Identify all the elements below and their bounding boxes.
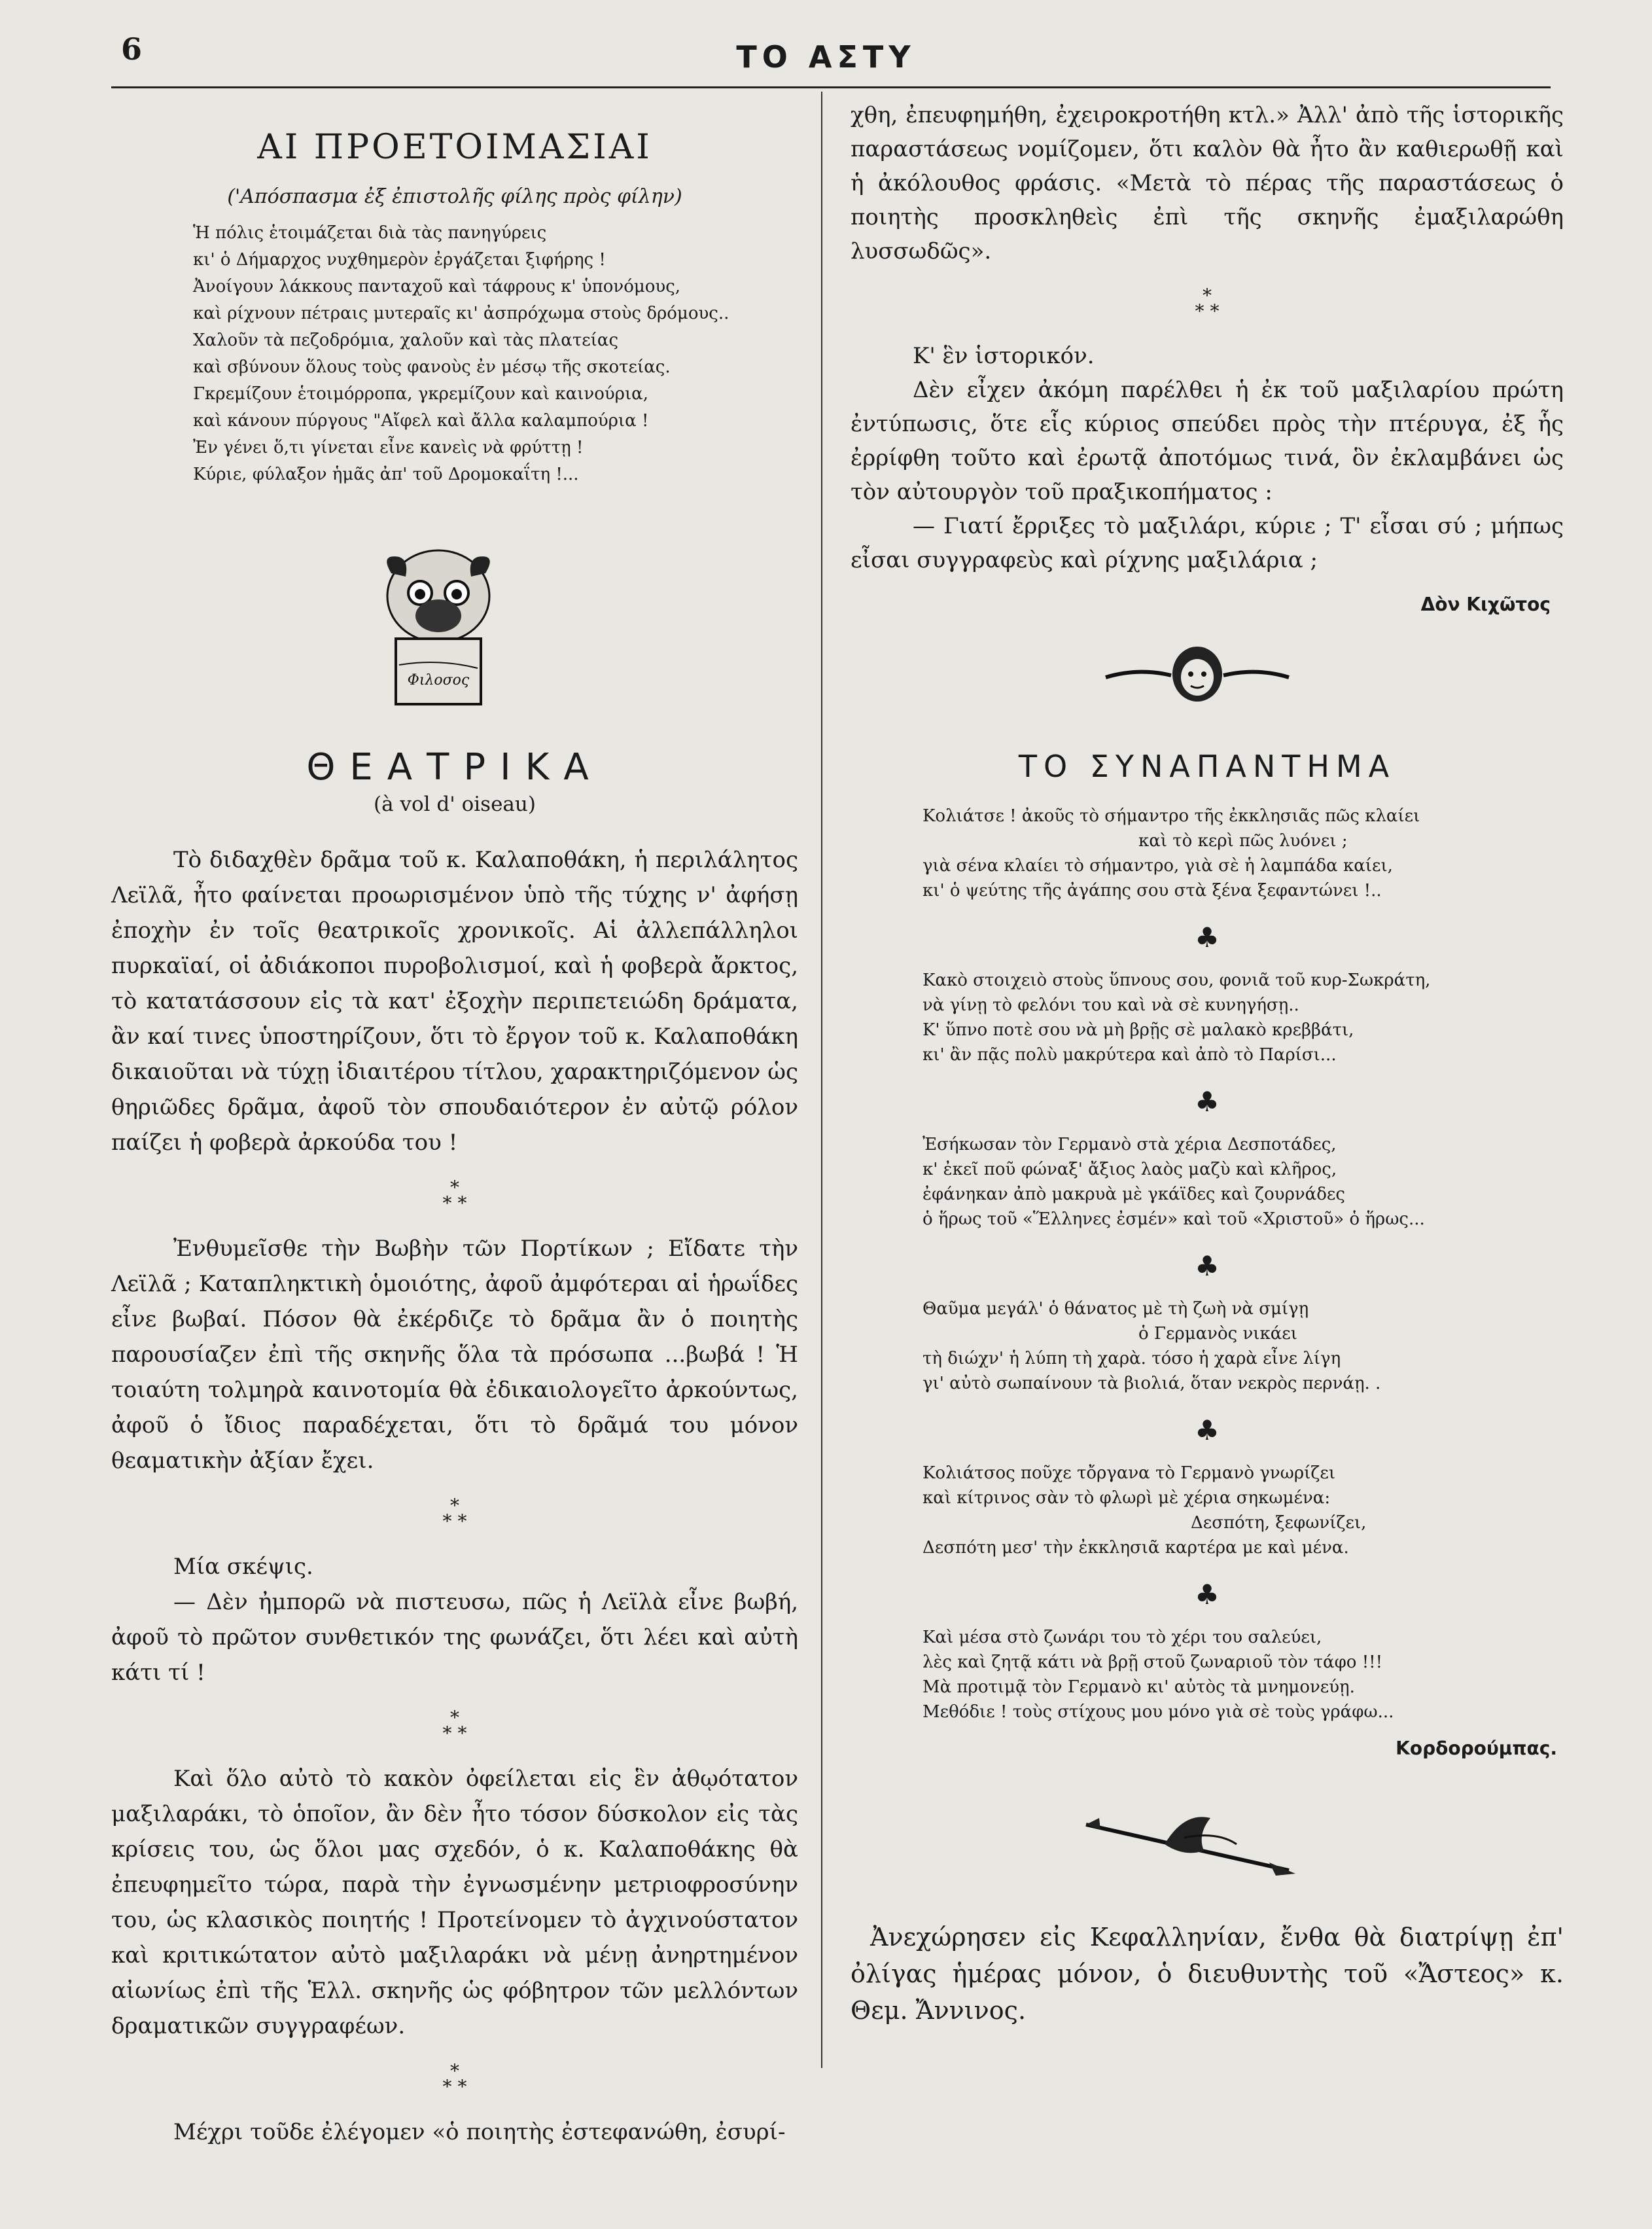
verse-line: ἐφάνηκαν ἀπὸ μακρυὰ μὲ γκάϊδες καὶ ζουρνάδες bbox=[923, 1185, 1345, 1204]
poem-line: καὶ ρίχνουν πέτραις μυτεραῖς κι' ἀσπρόχωμα στοὺς δρόμους.. bbox=[193, 304, 729, 323]
verse-line: Ἐσήκωσαν τὸν Γερμανὸ στὰ χέρια Δεσποτάδες, bbox=[923, 1135, 1337, 1154]
mask-ornament bbox=[1099, 641, 1295, 707]
paragraph: Κ' ἓν ἱστορικόν. bbox=[913, 343, 1095, 369]
stanza bbox=[851, 1625, 1564, 1724]
poem-line: Ἡ πόλις ἑτοιμάζεται διὰ τὰς πανηγύρεις bbox=[193, 223, 547, 243]
verse-line: Δεσπότη μεσ' τὴν ἐκκλησιᾶ καρτέρα με καὶ μένα. bbox=[923, 1538, 1349, 1558]
verse-line: τὴ διώχν' ἡ λύπη τὴ χαρὰ. τόσο ἡ χαρὰ εἶνε λίγη bbox=[923, 1349, 1341, 1368]
verse-line: Κ' ὕπνο ποτὲ σου νὰ μὴ βρῇς σὲ μαλακὸ κρεββάτι, bbox=[923, 1020, 1354, 1040]
asterism: * * * bbox=[1195, 285, 1220, 322]
paragraph: Καὶ ὅλο αὐτὸ τὸ κακὸν ὀφείλεται εἰς ἓν ἀθῳότατον μαξιλαράκι, τὸ ὁποῖον, ἂν δὲν ἦτο τόσον δύσκολον εἰς τὰς κρίσεις του, ὡς ὅλοι μας σχεδόν, ὁ κ. Καλαποθάκης θὰ ἐπευφημεῖτο τώρα, παρὰ τὴν ἐγνωσμένην μετριοφροσύνην του, ὡς κλασικὸς ποιητής ! Προτείνομεν τὸ ἀγχινούστατον καὶ κριτικώτατον αὐτὸ μαξιλαράκι νὰ μένῃ ἀνηρτημένον αἰωνίως ἐπὶ τῆς Ἑλλ. σκηνῆς ὡς φόβητρον τῶν μελλόντων δραματικῶν συγγραφέων. bbox=[111, 1766, 798, 2039]
club-ornament: ♣ bbox=[1195, 1578, 1220, 1611]
continuation-text bbox=[851, 98, 1564, 577]
poem-line: καὶ κάνουν πύργους "Αἴφελ καὶ ἄλλα καλαμπούρια ! bbox=[193, 411, 649, 431]
verse-line: καὶ κίτρινος σὰν τὸ φλωρὶ μὲ χέρια σηκωμένα: bbox=[923, 1488, 1331, 1508]
paragraph: Ἐνθυμεῖσθε τὴν Βωβὴν τῶν Πορτίκων ; Εἴδατε τὴν Λεϊλᾶ ; Καταπληκτικὴ ὁμοιότης, ἀφοῦ ἀμφότεραι αἱ ἡρωΐδες εἶνε βωβαί. Πόσον θὰ ἐκέρδιζε τὸ δρᾶμα ἂν ὁ ποιητὴς παρουσίαζεν ἐπὶ τῆς σκηνῆς ὅλα τὰ πρόσωπα ...βωβά ! Ἡ τοιαύτη τολμηρὰ καινοτομία θὰ ἐδικαιολογεῖτο ἀρκούντως, ἀφοῦ ὁ ἴδιος παραδέχεται, ὅτι τὸ δρᾶμά του μόνον θεαματικὴν ἀξίαν ἔχει. bbox=[111, 1236, 798, 1474]
poem-line: Ἐν γένει ὅ,τι γίνεται εἶνε κανεὶς νὰ φρύττῃ ! bbox=[193, 438, 584, 457]
poem-line: Χαλοῦν τὰ πεζοδρόμια, χαλοῦν καὶ τὰς πλατείας bbox=[193, 330, 618, 350]
poem-line: κι' ὁ Δήμαρχος νυχθημερὸν ἐργάζεται ξιφήρης ! bbox=[193, 250, 606, 270]
verse-line: Μὰ προτιμᾷ τὸν Γερμανὸ κι' αὐτὸς τὰ μνημονεύῃ. bbox=[923, 1677, 1355, 1697]
verse-line: ὁ Γερμανὸς νικάει bbox=[1138, 1324, 1297, 1344]
signature: Δὸν Κιχῶτος bbox=[1420, 594, 1551, 615]
paragraph: χθη, ἐπευφημήθη, ἐχειροκροτήθη κτλ.» Ἀλλ' ἀπὸ τῆς ἱστορικῆς παραστάσεως νομίζομεν, ὅτι καλὸν θὰ ἦτο ἂν καθιερωθῇ καὶ ἡ ἀκόλουθος φράσις. «Μετὰ τὸ πέρας τῆς παραστάσεως ὁ ποιητὴς προσκληθεὶς ἐπὶ τῆς σκηνῆς ἐμαξιλαρώθη λυσσωδῶς». bbox=[851, 102, 1564, 264]
column-divider bbox=[821, 92, 822, 2068]
stanza bbox=[851, 1461, 1564, 1560]
verse-line: κ' ἐκεῖ ποῦ φώναξ' ἄξιος λαὸς μαζὺ καὶ κλῆρος, bbox=[923, 1160, 1337, 1179]
club-ornament: ♣ bbox=[1195, 1086, 1220, 1118]
asterism: * * * bbox=[442, 1495, 467, 1532]
verse-line: Θαῦμα μεγάλ' ὁ θάνατος μὲ τὴ ζωὴ νὰ σμίγῃ bbox=[923, 1299, 1309, 1319]
theatrika-subtitle: (à vol d' oiseau) bbox=[374, 793, 536, 816]
stamp-label: Φιλοσος bbox=[407, 672, 470, 688]
theatrika-body bbox=[111, 842, 798, 2150]
stanza bbox=[851, 1296, 1564, 1396]
verse-line: κι' ὁ ψεύτης τῆς ἀγάπης σου στὰ ξένα ξεφαντώνει !.. bbox=[923, 881, 1382, 901]
verse-line: Δεσπότη, ξεφωνίζει, bbox=[1191, 1513, 1367, 1533]
verse-line: καὶ τὸ κερὶ πῶς λυόνει ; bbox=[1138, 831, 1348, 851]
paragraph: — Δὲν ἠμπορῶ νὰ πιστευσω, πῶς ἡ Λεϊλὰ εἶνε βωβή, ἀφοῦ τὸ πρῶτον συνθετικόν της φωνάζει, ὅτι λέει καὶ αὐτὴ κάτι τί ! bbox=[111, 1589, 798, 1686]
page-number: 6 bbox=[121, 31, 143, 67]
verse-line: γιὰ σένα κλαίει τὸ σήμαντρο, γιὰ σὲ ἡ λαμπάδα καίει, bbox=[923, 856, 1393, 876]
verse-line: Κακὸ στοιχειὸ στοὺς ὕπνους σου, φονιᾶ τοῦ κυρ-Σωκράτη, bbox=[923, 971, 1431, 990]
asterism: * * * bbox=[442, 2060, 467, 2097]
bird-quill-ornament bbox=[1073, 1798, 1309, 1890]
paragraph: Μία σκέψις. bbox=[173, 1554, 313, 1580]
stanza bbox=[851, 1132, 1564, 1232]
verse-line: Μεθόδιε ! τοὺς στίχους μου μόνο γιὰ σὲ τοὺς γράφω... bbox=[923, 1702, 1394, 1722]
announcement: Ἀνεχώρησεν εἰς Κεφαλληνίαν, ἔνθα θὰ διατρίψῃ ἐπ' ὀλίγας ἡμέρας μόνον, ὁ διευθυντὴς τοῦ «Ἄστεος» κ. Θεμ. Ἄννινος. bbox=[851, 1923, 1564, 2025]
masthead: ΤΟ ΑΣΤΥ bbox=[736, 39, 916, 75]
verse-line: Καὶ μέσα στὸ ζωνάρι του τὸ χέρι του σαλεύει, bbox=[923, 1628, 1322, 1647]
verse-line: λὲς καὶ ζητᾷ κάτι νὰ βρῇ στοῦ ζωναριοῦ τὸν τάφο !!! bbox=[923, 1652, 1383, 1672]
left-column bbox=[111, 98, 798, 2150]
header-rule bbox=[111, 86, 1551, 88]
paragraph: Τὸ διδαχθὲν δρᾶμα τοῦ κ. Καλαποθάκη, ἡ περιλάλητος Λεϊλᾶ, ἦτο φαίνεται προωρισμένον ὑπὸ τῆς τύχης ν' ἀφήσῃ ἐποχὴν ἐν τοῖς θεατρικοῖς χρονικοῖς. Αἱ ἀλλεπάλληλοι πυρκαϊαί, οἱ ἀδιάκοποι πυροβολισμοί, καὶ ἡ φοβερὰ ἄρκτος, τὸ κατατάσσουν εἰς τὰ κατ' ἐξοχὴν περιπετειώδη δράματα, ἂν καί τινες ὑποστηρίζουν, ὅτι τὸ ἔργον τοῦ κ. Καλαποθάκη δικαιοῦται νὰ τύχῃ ἰδιαιτέρου τίτλου, χαρακτηριζόμενον ὡς θηριῶδες δρᾶμα, ἀφοῦ τὸν σπουδαιότερον ἐν αὐτῷ ρόλον παίζει ἡ φοβερὰ ἀρκούδα του ! bbox=[111, 847, 798, 1156]
verse-line: κι' ἂν πᾷς πολὺ μακρύτερα καὶ ἀπὸ τὸ Παρίσι... bbox=[923, 1045, 1337, 1065]
poem-subtitle: ('Απόσπασμα ἐξ ἐπιστολῆς φίλης πρὸς φίλην) bbox=[227, 185, 682, 208]
stanza bbox=[851, 968, 1564, 1067]
poem-line: Ἀνοίγουν λάκκους πανταχοῦ καὶ τάφρους κ' ὑπονόμους, bbox=[193, 277, 681, 296]
club-ornament: ♣ bbox=[1195, 921, 1220, 954]
verse-line: γι' αὐτὸ σωπαίνουν τὰ βιολιά, ὅταν νεκρὸς περνάῃ. . bbox=[923, 1374, 1381, 1393]
club-ornament: ♣ bbox=[1195, 1414, 1220, 1446]
poem-line: Κύριε, φύλαξον ἡμᾶς ἀπ' τοῦ Δρομοκαΐτη !... bbox=[193, 465, 579, 484]
song-title: ΤΟ ΣΥΝΑΠΑΝΤΗΜΑ bbox=[1018, 749, 1396, 784]
asterism: * * * bbox=[442, 1177, 467, 1214]
verse-line: νὰ γίνῃ τὸ φελόνι του καὶ νὰ σὲ κυνηγήσῃ.. bbox=[923, 995, 1299, 1015]
verse-line: Κολιάτσος ποῦχε τὄργανα τὸ Γερμανὸ γνωρίζει bbox=[923, 1463, 1336, 1483]
poem-body bbox=[111, 220, 798, 488]
asterism: * * * bbox=[442, 1707, 467, 1744]
theatrika-title: ΘΕΑΤΡΙΚΑ bbox=[306, 746, 603, 789]
paragraph: Δὲν εἶχεν ἀκόμη παρέλθει ἡ ἐκ τοῦ μαξιλαρίου πρώτη ἐντύπωσις, ὅτε εἷς κύριος σπεύδει πρὸς τὴν πτέρυγα, ἐξ ἧς ἐρρίφθη τοῦτο καὶ ἐρωτᾷ ἀποτόμως τινά, ὃν ἐκλαμβάνει ὡς τὸν αὐτουργὸν τοῦ πραξικοπήματος : bbox=[851, 377, 1564, 505]
verse-line: Κολιάτσε ! ἀκοῦς τὸ σήμαντρο τῆς ἐκκλησιᾶς πῶς κλαίει bbox=[923, 806, 1420, 826]
right-column bbox=[851, 98, 1564, 2029]
poem-line: Γκρεμίζουν ἑτοιμόρροπα, γκρεμίζουν καὶ καινούρια, bbox=[193, 384, 648, 404]
pug-illustration bbox=[373, 534, 504, 717]
poem-title: ΑΙ ΠΡΟΕΤΟΙΜΑΣΙΑΙ bbox=[257, 128, 652, 167]
verse-line: ὁ ἥρως τοῦ «Ἕλληνες ἐσμέν» καὶ τοῦ «Χριστοῦ» ὁ ἥρως... bbox=[923, 1209, 1425, 1229]
club-ornament: ♣ bbox=[1195, 1250, 1220, 1282]
paragraph: — Γιατί ἔρριξες τὸ μαξιλάρι, κύριε ; Τ' εἶσαι σύ ; μήπως εἶσαι συγγραφεὺς καὶ ρίχνης μαξιλάρια ; bbox=[851, 513, 1564, 573]
stanza bbox=[851, 804, 1564, 903]
poem-line: καὶ σβύνουν ὅλους τοὺς φανοὺς ἐν μέσῳ τῆς σκοτείας. bbox=[193, 357, 671, 377]
paragraph: Μέχρι τοῦδε ἐλέγομεν «ὁ ποιητὴς ἐστεφανώθη, ἐσυρί- bbox=[173, 2119, 786, 2145]
song-signature: Κορδορούμπας. bbox=[1396, 1738, 1557, 1759]
